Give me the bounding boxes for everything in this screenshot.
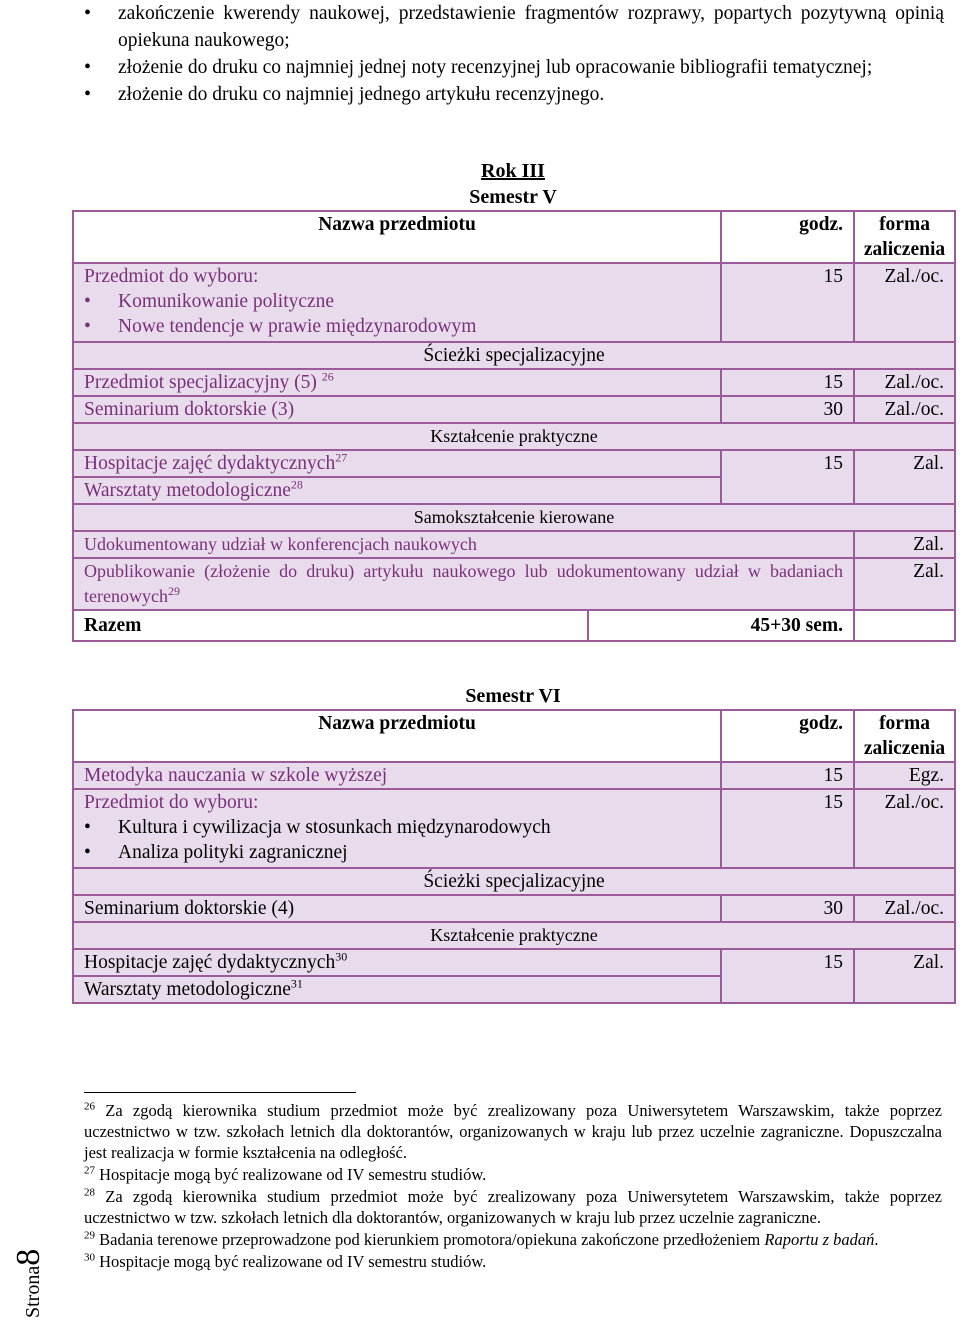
footnote-27 — [84, 1164, 942, 1185]
intro-bullet-list — [84, 0, 944, 108]
footnote-ref-26: 26 — [321, 369, 334, 384]
s5-elective-item-2: • Nowe tendencje w prawie międzynarodowym — [84, 314, 710, 339]
s5-elective-hours: 15 — [721, 263, 854, 342]
s6-methodology-name: Metodyka nauczania w szkole wyższej — [73, 762, 721, 789]
s5-specialization-hours: 15 — [721, 369, 854, 396]
s6-methodology-row — [73, 762, 955, 789]
year-heading — [72, 158, 954, 184]
s6-header-name: Nazwa przedmiotu — [73, 710, 721, 762]
s5-hospitacje-hours: 15 — [721, 450, 854, 504]
s5-elective-form: Zal./oc. — [854, 263, 955, 342]
s5-conference-name: Udokumentowany udział w konferencjach naukowych — [73, 531, 854, 558]
s5-total-value: 45+30 sem. — [588, 610, 854, 641]
s5-seminar-row — [73, 396, 955, 423]
s5-publication-form: Zal. — [854, 558, 955, 610]
footnote-29 — [84, 1229, 942, 1250]
s5-header-form: forma zaliczenia — [854, 211, 955, 263]
s5-header-row — [73, 211, 955, 263]
page-label: Strona — [22, 1265, 44, 1318]
s6-elective-item-2: • Analiza polityki zagranicznej — [84, 840, 710, 865]
footnote-29-end: . — [874, 1230, 879, 1249]
semester6-table — [72, 709, 956, 1004]
s5-seminar-name: Seminarium doktorskie (3) — [73, 396, 721, 423]
footnote-29-text: Badania terenowe przeprowadzone pod kierunkiem promotora/opiekuna zakończone przedłożeniem — [99, 1230, 761, 1249]
footnote-num-30: 30 — [84, 1251, 95, 1264]
s6-seminar-hours: 30 — [721, 895, 854, 922]
s5-elective-cell — [73, 263, 721, 342]
intro-bullet-3: • złożenie do druku co najmniej jednego artykułu recenzyjnego. — [84, 81, 944, 108]
s5-total-empty — [854, 610, 955, 641]
footnote-num-29: 29 — [84, 1229, 95, 1242]
s6-header-form: forma zaliczenia — [854, 710, 955, 762]
s6-seminar-row — [73, 895, 955, 922]
s6-elective-row — [73, 789, 955, 868]
s5-specialization-form: Zal./oc. — [854, 369, 955, 396]
page-number-label — [10, 998, 47, 1318]
footnote-ref-27: 27 — [335, 450, 348, 465]
footnote-separator — [84, 1092, 356, 1093]
footnote-28 — [84, 1186, 942, 1228]
s5-elective-row — [73, 263, 955, 342]
s5-conference-row — [73, 531, 955, 558]
s6-section-practical-row — [73, 922, 955, 949]
s6-hospitacje-hours: 15 — [721, 949, 854, 1003]
s6-hospitacje-text: Hospitacje zajęć dydaktycznych — [84, 952, 336, 973]
footnote-26-text: Za zgodą kierownika studium przedmiot może być zrealizowany poza Uniwersytetem Warszawskim, także poprzez uczestnictwo w tzw. szkołach letnich dla doktorantów, organizowanych w kraju lub przez uczelnie zagraniczne. Dopuszczalna jest realizacja w formie kształcenia na odległość. — [84, 1101, 942, 1162]
semester6-title: Semestr VI — [465, 685, 561, 707]
s6-seminar-name: Seminarium doktorskie (4) — [73, 895, 721, 922]
footnote-ref-30: 30 — [335, 949, 348, 964]
semester5-title: Semestr V — [469, 186, 557, 208]
s5-hospitacje-text: Hospitacje zajęć dydaktycznych — [84, 453, 336, 474]
footnote-ref-31: 31 — [290, 976, 303, 991]
footnote-26 — [84, 1100, 942, 1163]
footnote-num-28: 28 — [84, 1186, 95, 1199]
s5-conference-form: Zal. — [854, 531, 955, 558]
s5-publication-row — [73, 558, 955, 610]
footnote-28-text: Za zgodą kierownika studium przedmiot może być zrealizowany poza Uniwersytetem Warszawskim, także poprzez uczestnictwo w tzw. szkołach letnich dla doktorantów, organizowanych w kraju lub przez uczelnie zagraniczne. — [84, 1187, 942, 1227]
s5-header-name: Nazwa przedmiotu — [73, 211, 721, 263]
s6-elective-item-1: • Kultura i cywilizacja w stosunkach międzynarodowych — [84, 815, 710, 840]
s6-methodology-hours: 15 — [721, 762, 854, 789]
s5-publication-text: Opublikowanie (złożenie do druku) artykułu naukowego lub udokumentowany udział w badaniach terenowych — [84, 561, 844, 606]
s6-section-practical: Kształcenie praktyczne — [73, 922, 955, 949]
s5-section-self: Samokształcenie kierowane — [73, 504, 955, 531]
s5-hospitacje-row — [73, 450, 955, 477]
s5-section-self-row — [73, 504, 955, 531]
s6-hospitacje-name — [73, 949, 721, 976]
s6-elective-form: Zal./oc. — [854, 789, 955, 868]
s5-specialization-row — [73, 369, 955, 396]
s5-elective-label: Przedmiot do wyboru: — [84, 266, 259, 287]
page-number: 8 — [10, 1248, 47, 1266]
s5-total-label: Razem — [73, 610, 588, 641]
s5-hospitacje-form: Zal. — [854, 450, 955, 504]
year-title: Rok III — [481, 160, 545, 182]
s5-warsztaty-name — [73, 477, 721, 504]
semester5-table — [72, 210, 956, 642]
footnote-27-text: Hospitacje mogą być realizowane od IV semestru studiów. — [99, 1165, 487, 1184]
s5-seminar-hours: 30 — [721, 396, 854, 423]
s5-seminar-form: Zal./oc. — [854, 396, 955, 423]
intro-bullet-2: • złożenie do druku co najmniej jednej noty recenzyjnej lub opracowanie bibliografii tematycznej; — [84, 54, 944, 81]
footnote-num-27: 27 — [84, 1164, 95, 1177]
s5-elective-item-1: • Komunikowanie polityczne — [84, 289, 710, 314]
footnotes — [84, 1100, 942, 1273]
s5-section-practical-row — [73, 423, 955, 450]
footnote-num-26: 26 — [84, 1100, 95, 1113]
intro-bullet-1: • zakończenie kwerendy naukowej, przedstawienie fragmentów rozprawy, popartych pozytywną opinią opiekuna naukowego; — [84, 0, 944, 54]
s6-warsztaty-name — [73, 976, 721, 1003]
s5-specialization-name — [73, 369, 721, 396]
s5-publication-name — [73, 558, 854, 610]
footnote-29-italic: Raportu z badań — [764, 1230, 875, 1249]
s6-elective-hours: 15 — [721, 789, 854, 868]
s5-warsztaty-text: Warsztaty metodologiczne — [84, 480, 291, 501]
s6-elective-cell — [73, 789, 721, 868]
s5-section-practical: Kształcenie praktyczne — [73, 423, 955, 450]
s6-methodology-form: Egz. — [854, 762, 955, 789]
footnote-30-text: Hospitacje mogą być realizowane od IV semestru studiów. — [99, 1252, 487, 1271]
footnote-30 — [84, 1251, 942, 1272]
s6-header-row — [73, 710, 955, 762]
s6-warsztaty-text: Warsztaty metodologiczne — [84, 979, 291, 1000]
s6-section-paths-row — [73, 868, 955, 895]
s6-header-hours: godz. — [721, 710, 854, 762]
s6-seminar-form: Zal./oc. — [854, 895, 955, 922]
s6-hospitacje-form: Zal. — [854, 949, 955, 1003]
s5-specialization-text: Przedmiot specjalizacyjny (5) — [84, 372, 317, 393]
footnote-ref-28: 28 — [290, 477, 303, 492]
s6-elective-label: Przedmiot do wyboru: — [84, 792, 259, 813]
s5-section-paths-row — [73, 342, 955, 369]
s5-hospitacje-name — [73, 450, 721, 477]
footnote-ref-29: 29 — [167, 584, 180, 598]
s5-total-row — [73, 610, 955, 641]
s6-section-paths: Ścieżki specjalizacyjne — [73, 868, 955, 895]
s6-hospitacje-row — [73, 949, 955, 976]
s5-section-paths: Ścieżki specjalizacyjne — [73, 342, 955, 369]
s5-header-hours: godz. — [721, 211, 854, 263]
